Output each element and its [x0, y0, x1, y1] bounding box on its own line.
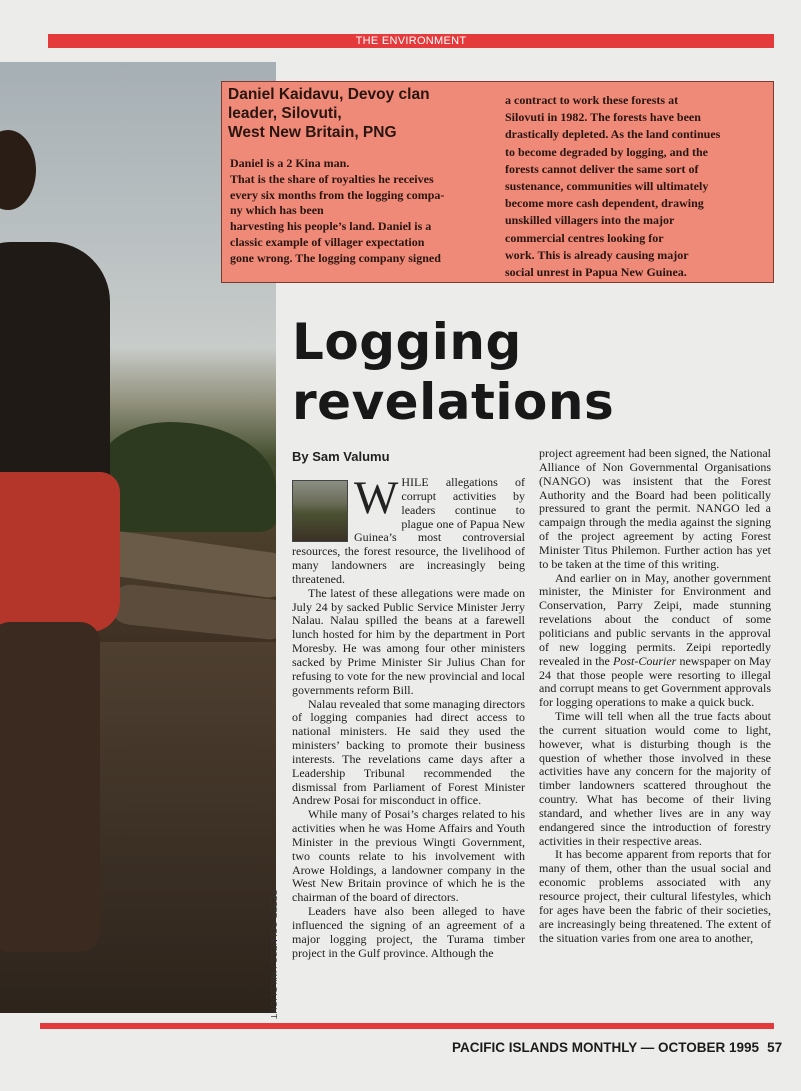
pullout-line: Silovuti in 1982. The forests have been [505, 110, 701, 125]
paragraph-text: newspaper on May 24 that those people were resorting to illegal and corrupt means to get Government approvals for logging operations to make a quick buck. [539, 653, 771, 710]
pullout-line: sustenance, communities will ultimately [505, 179, 709, 194]
article-headline [292, 312, 762, 432]
paragraph-text: HILE allegations of corrupt activities by leaders continue to plague one of Papua New Guinea’s most controversial resources, the forest resource, the livelihood of many landowners are increasingly being threatened. [292, 476, 525, 586]
photo-man-body [0, 242, 110, 502]
section-banner [48, 34, 774, 48]
section-label: THE ENVIRONMENT [355, 35, 467, 47]
headline-line: Logging [292, 313, 522, 371]
article-paragraph [539, 572, 771, 710]
pullout-line: forests cannot deliver the same sort of [505, 161, 699, 176]
pullout-left-text [230, 156, 492, 267]
pullout-line: work. This is already causing major [505, 247, 689, 262]
pullout-box [221, 81, 774, 283]
article-paragraph: While many of Posai’s charges related to his activities when he was Home Affairs and Youth Minister in the previous Wingti Government, two counts relate to his involvement with Arowe Holdings, a landowner company in the West New Britain province of which he is the chairman of the board of directors. [292, 807, 525, 905]
pullout-right-text [505, 92, 767, 281]
pullout-title-line: Daniel Kaidavu, Devoy clan [228, 86, 430, 103]
pullout-line: to become degraded by logging, and the [505, 144, 709, 159]
pullout-line: ny which has been [230, 203, 324, 218]
photo-man-legs [0, 622, 100, 952]
drop-cap: W [354, 476, 399, 524]
article-paragraph: Time will tell when all the true facts about the current situation would come to light, however, what is disturbing though is the question of whether those involved in these activities have any concern for the majority of timber landowners scattered throughout the country. What has become of their living standard, and whether lives are in any way endangered since the introduction of forestry activities in their respective areas. [539, 709, 771, 848]
paragraph-text: And earlier on in May, another government minister, the Minister for Environment and Conservation, Parry Zeipi, made stunning revelations about the conduct of some politicians and public servants in the approval of new logging permits. Zeipi reportedly revealed in the [539, 570, 771, 668]
article-paragraph: It has become apparent from reports that for many of them, other than the usual social and economic problems associated with any resource project, their cultural lifestyles, which for ages have been the fabric of their societies, are increasingly being threatened. The extent of the situation varies from one area to another, [539, 847, 771, 945]
newspaper-name: Post-Courier [613, 653, 677, 668]
headline-line: revelations [292, 373, 615, 431]
pullout-line: commercial centres looking for [505, 230, 664, 245]
pullout-title [228, 85, 498, 142]
page-number: 57 [767, 1040, 783, 1055]
article-column-1 [292, 476, 525, 1021]
article-paragraph: Nalau revealed that some managing directors of logging companies had direct access to national ministers. He said they used the ministers’ backing to promote their business interests. The revelations came days after a Leadership Tribunal recommended the dismissal from Parliament of Forest Minister Andrew Posai for misconduct in office. [292, 696, 525, 808]
page-footer [452, 1040, 782, 1055]
pullout-line: unskilled villagers into the major [505, 213, 675, 228]
pullout-line: become more cash dependent, drawing [505, 196, 704, 211]
article-paragraph: project agreement had been signed, the National Alliance of Non Governmental Organisations (NANGO) was insistent that the Forest Authority and the Board had been politically pressured to grant the permit. NANGO led a campaign through the media against the signing of the project agreement by acting Forest Minister Titus Philemon. Further action has yet to be taken at the time of this writing. [539, 447, 771, 571]
article-column-2 [539, 447, 771, 1021]
pullout-line: every six months from the logging compa- [230, 187, 445, 202]
pullout-line: gone wrong. The logging company signed [230, 250, 441, 265]
article-paragraph: Leaders have also been alleged to have influenced the signing of an agreement of a major logging project, the Turama timber project in the Gulf province. Although the [292, 904, 525, 960]
pullout-line: classic example of villager expectation [230, 234, 425, 249]
photo-man-cloth [0, 472, 120, 632]
photo-credit: PETER SOLNESS / WILDLIGHT [269, 890, 278, 1020]
photo-man-head [0, 130, 36, 210]
pullout-line: a contract to work these forests at [505, 93, 679, 107]
pullout-title-line: West New Britain, PNG [228, 124, 397, 141]
pullout-line: That is the share of royalties he receives [230, 171, 434, 186]
pullout-line: harvesting his people’s land. Daniel is a [230, 219, 432, 234]
footer-rule [40, 1023, 774, 1029]
article-paragraph: The latest of these allegations were made on July 24 by sacked Public Service Minister Jerry Nalau. Nalau spilled the beans at a farewell lunch hosted for him by the department in Port Moresby. He was among four other ministers sacked by Prime Minister Sir Julius Chan for refusing to vote for the new provincial and local governments reform Bill. [292, 585, 525, 697]
byline: By Sam Valumu [292, 449, 390, 464]
photo-trees [100, 422, 276, 532]
pullout-line: drastically depleted. As the land continues [505, 127, 721, 142]
publication-line: PACIFIC ISLANDS MONTHLY — OCTOBER 1995 [452, 1040, 760, 1055]
pullout-title-line: leader, Silovuti, [228, 105, 342, 122]
pullout-line: social unrest in Papua New Guinea. [505, 265, 687, 280]
pullout-line: Daniel is a 2 Kina man. [230, 156, 350, 170]
inset-photo [292, 480, 348, 542]
